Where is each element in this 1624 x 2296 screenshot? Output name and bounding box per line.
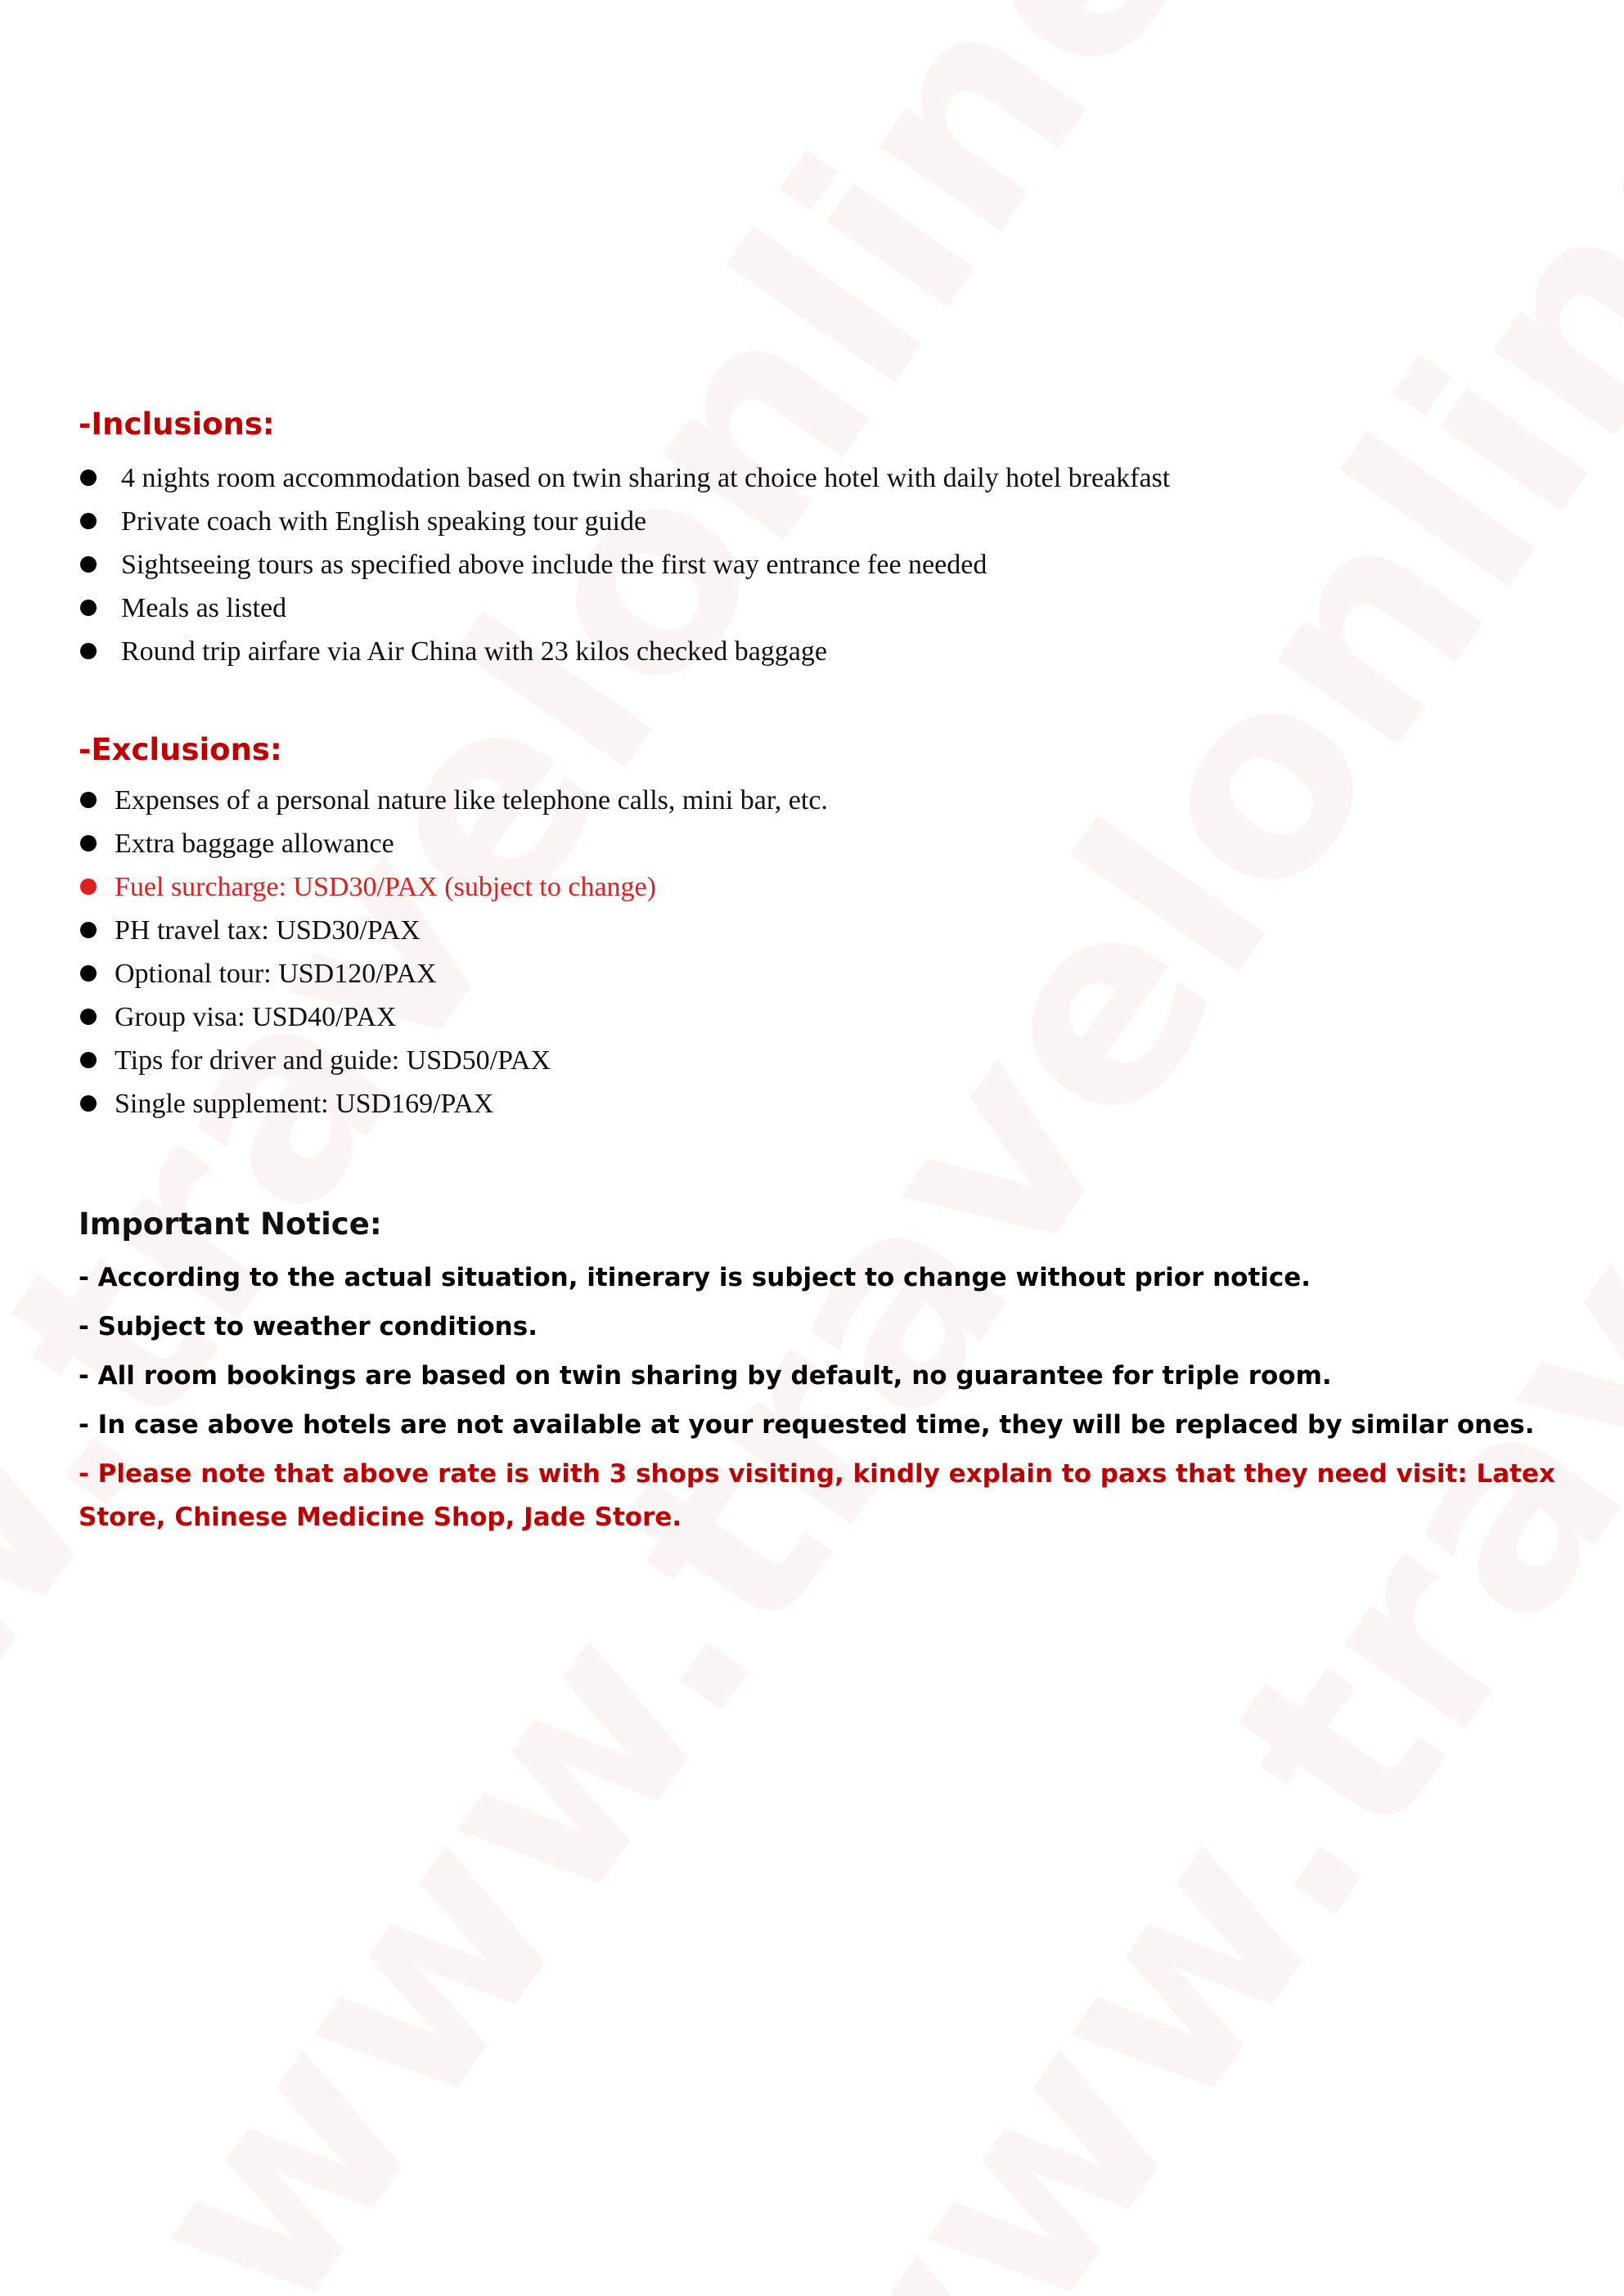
bullet-icon <box>80 556 97 573</box>
list-item <box>79 500 1170 543</box>
list-item-highlighted <box>79 865 828 909</box>
list-item <box>79 995 828 1039</box>
notice-item: - In case above hotels are not available at your requested time, they will be replaced by similar ones. <box>79 1410 1535 1440</box>
list-item <box>79 456 1170 500</box>
bullet-icon <box>80 1052 97 1068</box>
bullet-icon <box>80 792 97 808</box>
notice-item: - All room bookings are based on twin sharing by default, no guarantee for triple room. <box>79 1361 1332 1391</box>
inclusion-text: Round trip airfare via Air China with 23 kilos checked baggage <box>121 636 827 667</box>
exclusion-text: Fuel surcharge: USD30/PAX (subject to change) <box>115 872 656 902</box>
watermark-line-2 <box>81 0 1624 2296</box>
bullet-icon <box>80 965 97 982</box>
list-item <box>79 630 1170 673</box>
bullet-icon <box>80 600 97 616</box>
inclusion-text: Sightseeing tours as specified above include the first way entrance fee needed <box>121 550 987 580</box>
list-item <box>79 779 828 822</box>
watermark-line-3 <box>695 0 1624 2296</box>
bullet-icon <box>80 643 97 659</box>
exclusion-text: Single supplement: USD169/PAX <box>115 1089 494 1119</box>
notice-item-highlighted: - Please note that above rate is with 3 shops visiting, kindly explain to paxs that they need visit: Latex Store, Chinese Medicine Shop, Jade Store. <box>79 1459 1556 1532</box>
bullet-icon <box>80 1095 97 1112</box>
list-item <box>79 952 828 995</box>
important-notice-list <box>79 1256 1559 1545</box>
exclusion-text: PH travel tax: USD30/PAX <box>115 915 421 946</box>
notice-item: - According to the actual situation, itinerary is subject to change without prior notice. <box>79 1263 1311 1292</box>
exclusions-list <box>79 779 828 1126</box>
inclusion-text: Meals as listed <box>121 593 287 623</box>
list-item <box>79 1039 828 1082</box>
notice-item: - Subject to weather conditions. <box>79 1312 538 1341</box>
list-item <box>79 586 1170 630</box>
exclusion-text: Expenses of a personal nature like telephone calls, mini bar, etc. <box>115 785 828 816</box>
bullet-icon <box>80 878 97 895</box>
list-item <box>79 543 1170 586</box>
important-notice-heading: Important Notice: <box>79 1206 382 1242</box>
inclusion-text: 4 nights room accommodation based on twin sharing at choice hotel with daily hotel breakfast <box>121 463 1171 493</box>
bullet-icon <box>80 470 97 486</box>
list-item <box>79 909 828 952</box>
inclusions-heading: -Inclusions: <box>79 407 275 442</box>
list-item <box>79 1082 828 1126</box>
exclusion-text: Optional tour: USD120/PAX <box>115 959 437 989</box>
exclusions-heading: -Exclusions: <box>79 732 282 767</box>
bullet-icon <box>80 1009 97 1025</box>
exclusion-text: Extra baggage allowance <box>115 829 394 859</box>
inclusion-text: Private coach with English speaking tour guide <box>121 506 647 537</box>
exclusion-text: Tips for driver and guide: USD50/PAX <box>115 1045 551 1076</box>
exclusion-text: Group visa: USD40/PAX <box>115 1002 397 1032</box>
bullet-icon <box>80 835 97 851</box>
list-item <box>79 822 828 865</box>
inclusions-list <box>79 456 1170 673</box>
bullet-icon <box>80 513 97 529</box>
bullet-icon <box>80 922 97 938</box>
